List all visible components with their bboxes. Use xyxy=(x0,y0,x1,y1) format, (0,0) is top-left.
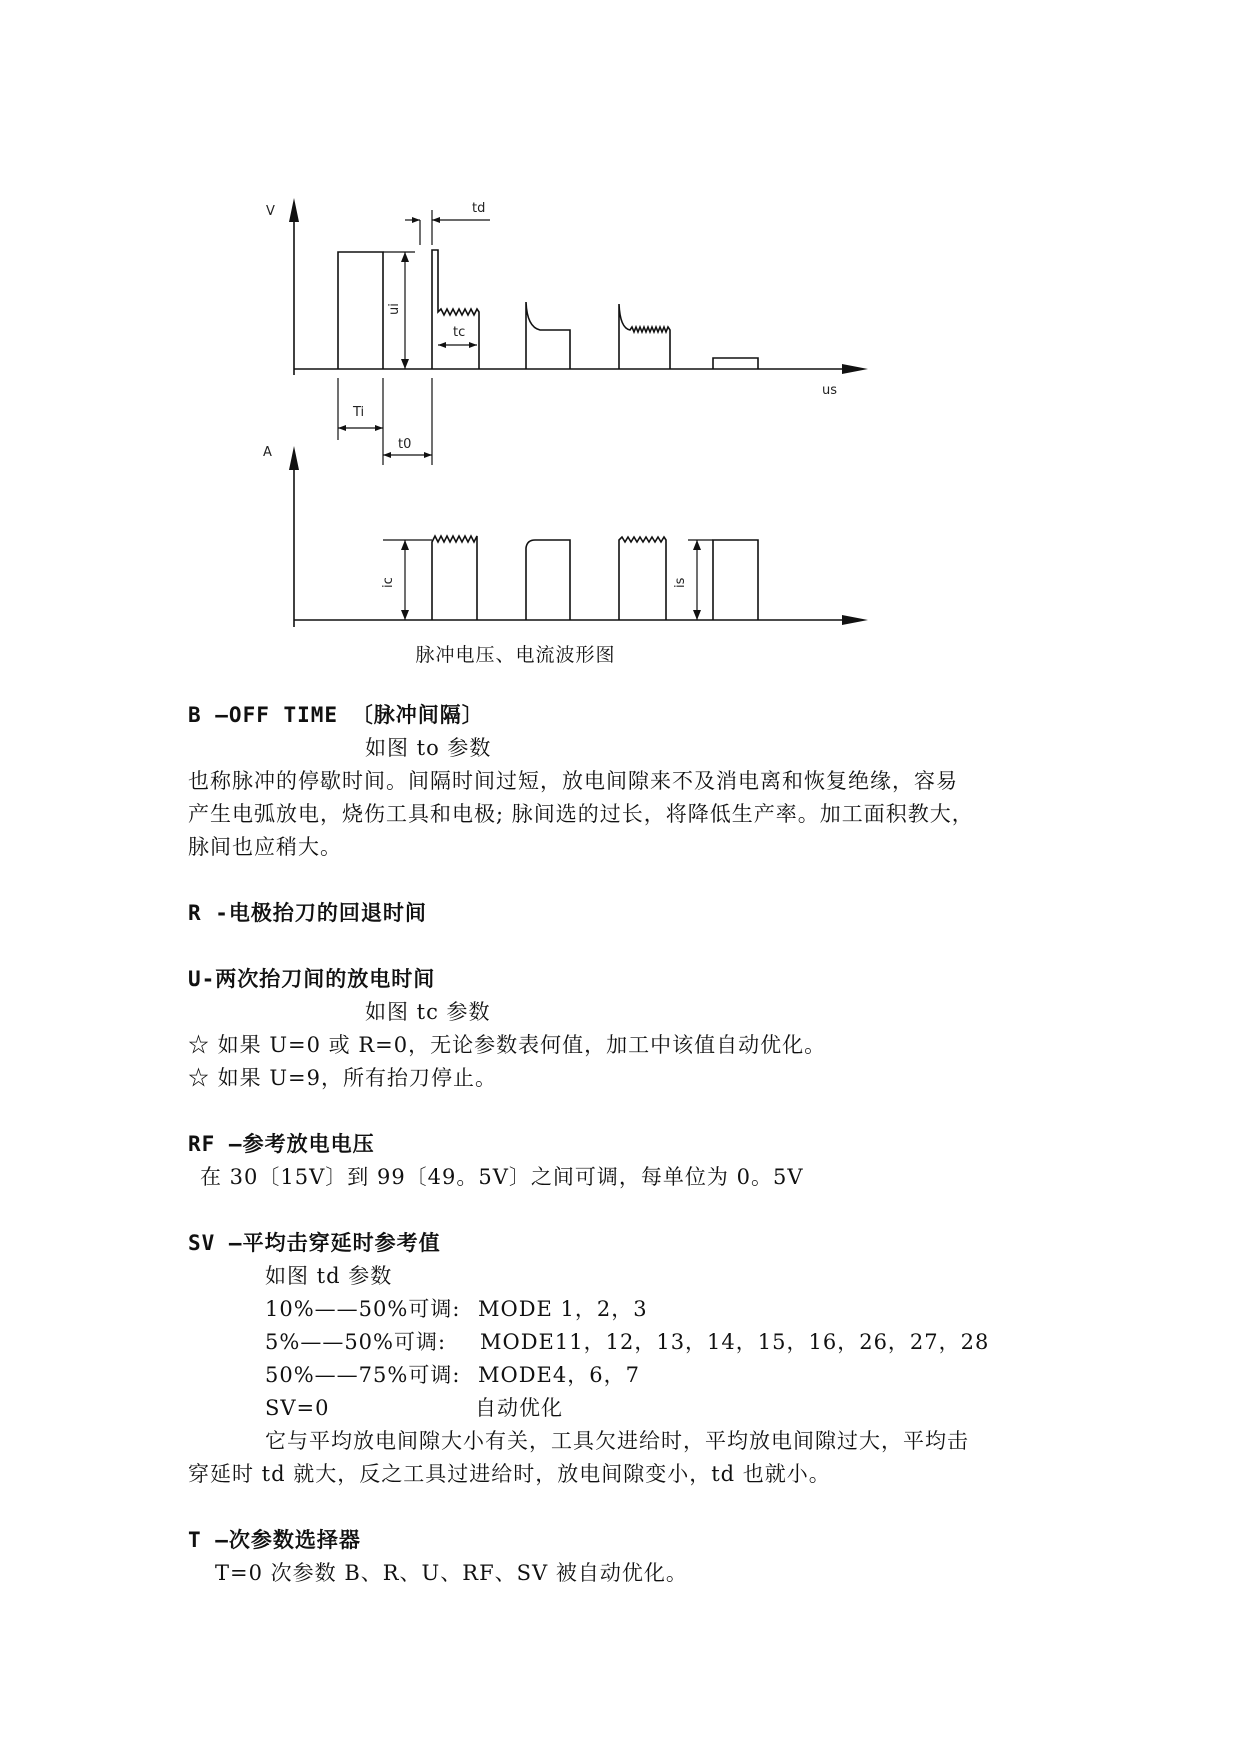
sv-modes-4: 自动优化 xyxy=(475,1396,563,1420)
u-note-1: ☆ 如果 U=0 或 R=0，无论参数表何值，加工中该值自动优化。 xyxy=(188,1033,827,1057)
current-pulse-1 xyxy=(432,536,477,620)
b-line-3: 脉间也应稍大。 xyxy=(188,835,342,859)
r-heading: R -电极抬刀的回退时间 xyxy=(188,901,427,925)
sv-modes-3: MODE4，6，7 xyxy=(478,1363,640,1387)
voltage-pulse-2 xyxy=(432,250,479,369)
current-pulse-3 xyxy=(619,537,666,620)
sv-range-2: 5%——50%可调: xyxy=(265,1330,447,1354)
sv-range-1: 10%——50%可调: xyxy=(265,1297,461,1321)
b-line-1: 也称脉冲的停歇时间。间隔时间过短，放电间隙来不及消电离和恢复绝缘，容易 xyxy=(188,769,958,793)
td-label: td xyxy=(472,201,486,216)
sv-range-4: SV=0 xyxy=(265,1396,330,1420)
v-axis-label: V xyxy=(266,204,275,219)
u-ref: 如图 tc 参数 xyxy=(365,1000,491,1024)
ui-label: ui xyxy=(387,303,402,315)
sv-para-1: 它与平均放电间隙大小有关，工具欠进给时，平均放电间隙过大，平均击 xyxy=(265,1429,969,1453)
voltage-pulse-1 xyxy=(338,252,383,369)
ti-label: Ti xyxy=(353,405,365,420)
tc-label: tc xyxy=(453,325,466,340)
figure-caption: 脉冲电压、电流波形图 xyxy=(415,644,616,666)
current-pulse-2 xyxy=(526,540,570,620)
sv-heading: SV —平均击穿延时参考值 xyxy=(188,1231,441,1255)
b-line-2: 产生电弧放电，烧伤工具和电极; 脉间选的过长，将降低生产率。加工面积教大， xyxy=(188,802,974,826)
sv-para-2: 穿延时 td 就大，反之工具过进给时，放电间隙变小，td 也就小。 xyxy=(188,1462,831,1486)
t-heading: T —次参数选择器 xyxy=(188,1528,361,1552)
sv-modes-1: MODE 1，2，3 xyxy=(478,1297,648,1321)
sv-modes-2: MODE11，12，13，14，15，16，26，27，28 xyxy=(480,1330,990,1354)
b-heading: B –OFF TIME 〔脉冲间隔〕 xyxy=(188,703,484,727)
a-axis-label: A xyxy=(263,445,272,460)
u-heading: U-两次抬刀间的放电时间 xyxy=(188,967,436,991)
t-line: T=0 次参数 B、R、U、RF、SV 被自动优化。 xyxy=(215,1561,688,1585)
is-label: is xyxy=(673,577,688,588)
time-unit-label: us xyxy=(822,383,838,398)
sv-ref: 如图 td 参数 xyxy=(265,1264,393,1288)
rf-line: 在 30〔15V〕到 99〔49。5V〕之间可调，每单位为 0。5V xyxy=(200,1165,804,1189)
sv-range-3: 50%——75%可调: xyxy=(265,1363,461,1387)
ic-label: ic xyxy=(381,577,396,588)
voltage-pulse-5 xyxy=(713,358,758,369)
voltage-pulse-3 xyxy=(526,302,570,369)
current-pulse-4 xyxy=(713,540,758,620)
u-note-2: ☆ 如果 U=9，所有抬刀停止。 xyxy=(188,1066,498,1090)
rf-heading: RF —参考放电电压 xyxy=(188,1132,375,1156)
b-ref: 如图 to 参数 xyxy=(365,736,492,760)
pulse-waveform-figure xyxy=(0,0,1241,640)
voltage-pulse-4 xyxy=(619,304,670,369)
t0-label: t0 xyxy=(398,437,412,452)
